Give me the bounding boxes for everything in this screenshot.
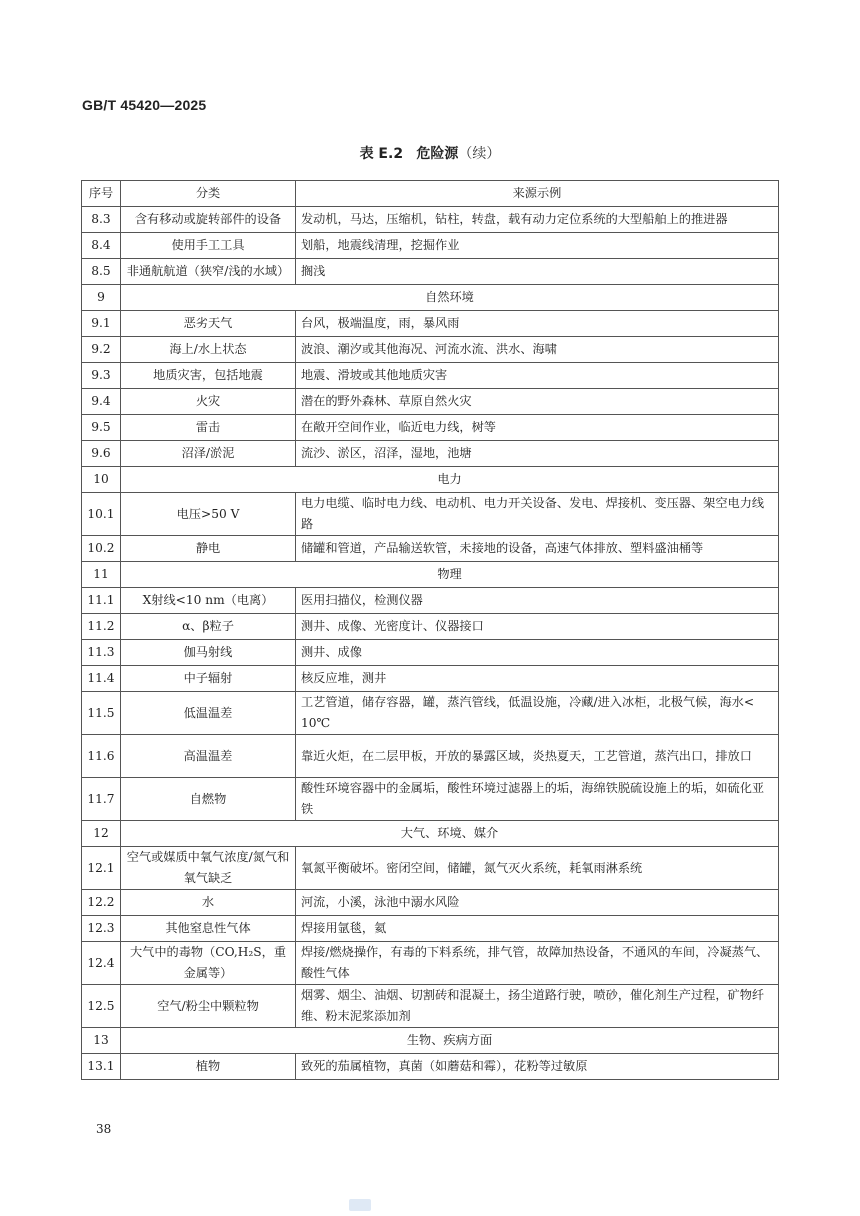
row-number: 11.2 xyxy=(82,614,121,640)
row-category: 空气/粉尘中颗粒物 xyxy=(121,985,296,1028)
row-source: 台风，极端温度，雨，暴风雨 xyxy=(296,311,779,337)
row-source: 在敞开空间作业，临近电力线，树等 xyxy=(296,415,779,441)
row-source: 测井、成像 xyxy=(296,640,779,666)
row-category: 地质灾害，包括地震 xyxy=(121,363,296,389)
row-source: 发动机，马达，压缩机，钻柱，转盘，载有动力定位系统的大型船舶上的推进器 xyxy=(296,207,779,233)
row-category: 火灾 xyxy=(121,389,296,415)
row-source: 焊接用氩毯，氦 xyxy=(296,916,779,942)
table-row xyxy=(82,735,779,778)
row-number: 11.1 xyxy=(82,588,121,614)
table-row xyxy=(82,233,779,259)
row-category: 恶劣天气 xyxy=(121,311,296,337)
row-number: 9.2 xyxy=(82,337,121,363)
row-number: 9.5 xyxy=(82,415,121,441)
row-number: 12.3 xyxy=(82,916,121,942)
row-category: 沼泽/淤泥 xyxy=(121,441,296,467)
row-category: 伽马射线 xyxy=(121,640,296,666)
section-title: 大气、环境、媒介 xyxy=(121,821,779,847)
table-row xyxy=(82,847,779,890)
section-row xyxy=(82,562,779,588)
row-category: 使用手工工具 xyxy=(121,233,296,259)
column-header-no: 序号 xyxy=(82,181,121,207)
row-category: 含有移动或旋转部件的设备 xyxy=(121,207,296,233)
row-source: 靠近火炬，在二层甲板，开放的暴露区域，炎热夏天，工艺管道，蒸汽出口，排放口 xyxy=(296,735,779,778)
row-source: 流沙、淤区，沼泽，湿地，池塘 xyxy=(296,441,779,467)
row-number: 8.5 xyxy=(82,259,121,285)
section-title: 生物、疾病方面 xyxy=(121,1028,779,1054)
table-header-row xyxy=(82,181,779,207)
row-source: 焊接/燃烧操作，有毒的下料系统，排气管，故障加热设备，不通风的车间，冷凝蒸气、酸性气体 xyxy=(296,942,779,985)
row-source: 核反应堆，测井 xyxy=(296,666,779,692)
row-source: 酸性环境容器中的金属垢，酸性环境过滤器上的垢，海绵铁脱硫设施上的垢，如硫化亚铁 xyxy=(296,778,779,821)
table-row xyxy=(82,415,779,441)
row-number: 9.4 xyxy=(82,389,121,415)
row-category: 大气中的毒物（CO,H₂S，重金属等） xyxy=(121,942,296,985)
table-row xyxy=(82,441,779,467)
section-title: 物理 xyxy=(121,562,779,588)
row-category: 静电 xyxy=(121,536,296,562)
row-category: 其他窒息性气体 xyxy=(121,916,296,942)
column-header-source: 来源示例 xyxy=(296,181,779,207)
table-row xyxy=(82,207,779,233)
section-row xyxy=(82,285,779,311)
row-number: 12.1 xyxy=(82,847,121,890)
row-number: 11.7 xyxy=(82,778,121,821)
table-caption xyxy=(0,143,860,163)
row-number: 12 xyxy=(82,821,121,847)
row-source: 储罐和管道，产品输送软管，未接地的设备，高速气体排放、塑料盛油桶等 xyxy=(296,536,779,562)
row-source: 测井、成像、光密度计、仪器接口 xyxy=(296,614,779,640)
table-row xyxy=(82,942,779,985)
row-category: 中子辐射 xyxy=(121,666,296,692)
row-number: 9.1 xyxy=(82,311,121,337)
row-category: 水 xyxy=(121,890,296,916)
row-category: 海上/水上状态 xyxy=(121,337,296,363)
row-number: 13 xyxy=(82,1028,121,1054)
row-number: 11.6 xyxy=(82,735,121,778)
row-source: 搁浅 xyxy=(296,259,779,285)
page-number: 38 xyxy=(96,1122,112,1136)
table-row xyxy=(82,692,779,735)
row-source: 氧氮平衡破坏。密闭空间，储罐，氮气灭火系统，耗氧雨淋系统 xyxy=(296,847,779,890)
row-source: 医用扫描仪，检测仪器 xyxy=(296,588,779,614)
table-row xyxy=(82,614,779,640)
table-row xyxy=(82,311,779,337)
row-number: 10.1 xyxy=(82,493,121,536)
hazard-table xyxy=(81,180,779,1080)
table-row xyxy=(82,337,779,363)
table-row xyxy=(82,389,779,415)
row-category: 低温温差 xyxy=(121,692,296,735)
row-number: 8.4 xyxy=(82,233,121,259)
table-row xyxy=(82,493,779,536)
row-source: 潜在的野外森林、草原自然火灾 xyxy=(296,389,779,415)
table-row xyxy=(82,588,779,614)
row-number: 9 xyxy=(82,285,121,311)
row-number: 12.2 xyxy=(82,890,121,916)
row-category: α、β粒子 xyxy=(121,614,296,640)
table-title: 危险源 xyxy=(416,146,459,162)
table-row xyxy=(82,640,779,666)
row-number: 11.4 xyxy=(82,666,121,692)
column-header-category: 分类 xyxy=(121,181,296,207)
row-number: 12.5 xyxy=(82,985,121,1028)
table-row xyxy=(82,536,779,562)
row-source: 烟雾、烟尘、油烟、切割砖和混凝土，扬尘道路行驶，喷砂，催化剂生产过程，矿物纤维、粉末泥浆添加剂 xyxy=(296,985,779,1028)
row-source: 致死的茄属植物，真菌（如蘑菇和霉），花粉等过敏原 xyxy=(296,1054,779,1080)
table-row xyxy=(82,363,779,389)
row-number: 10.2 xyxy=(82,536,121,562)
table-row xyxy=(82,1054,779,1080)
table-continued: （续） xyxy=(458,146,501,162)
row-number: 10 xyxy=(82,467,121,493)
row-number: 8.3 xyxy=(82,207,121,233)
row-source: 划船，地震线清理，挖掘作业 xyxy=(296,233,779,259)
row-number: 11.5 xyxy=(82,692,121,735)
row-source: 河流，小溪，泳池中溺水风险 xyxy=(296,890,779,916)
row-number: 11 xyxy=(82,562,121,588)
row-category: 空气或媒质中氧气浓度/氮气和氧气缺乏 xyxy=(121,847,296,890)
section-title: 自然环境 xyxy=(121,285,779,311)
table-row xyxy=(82,778,779,821)
row-number: 11.3 xyxy=(82,640,121,666)
table-row xyxy=(82,985,779,1028)
row-source: 电力电缆、临时电力线、电动机、电力开关设备、发电、焊接机、变压器、架空电力线路 xyxy=(296,493,779,536)
row-category: 非通航航道（狭窄/浅的水域） xyxy=(121,259,296,285)
table-row xyxy=(82,916,779,942)
row-number: 13.1 xyxy=(82,1054,121,1080)
row-source: 地震、滑坡或其他地质灾害 xyxy=(296,363,779,389)
table-row xyxy=(82,259,779,285)
row-category: 植物 xyxy=(121,1054,296,1080)
row-category: 自燃物 xyxy=(121,778,296,821)
row-number: 9.6 xyxy=(82,441,121,467)
row-category: 高温温差 xyxy=(121,735,296,778)
row-source: 波浪、潮汐或其他海况、河流水流、洪水、海啸 xyxy=(296,337,779,363)
standard-number: GB/T 45420—2025 xyxy=(82,97,207,113)
row-number: 12.4 xyxy=(82,942,121,985)
table-row xyxy=(82,890,779,916)
row-number: 9.3 xyxy=(82,363,121,389)
row-source: 工艺管道，储存容器，罐，蒸汽管线，低温设施，冷藏/进入冰柜，北极气候，海水< 10℃ xyxy=(296,692,779,735)
table-row xyxy=(82,666,779,692)
watermark-logo xyxy=(349,1199,371,1211)
table-label: 表 E.2 xyxy=(359,146,404,162)
section-title: 电力 xyxy=(121,467,779,493)
section-row xyxy=(82,1028,779,1054)
row-category: 雷击 xyxy=(121,415,296,441)
section-row xyxy=(82,821,779,847)
row-category: 电压>50 V xyxy=(121,493,296,536)
row-category: X射线<10 nm（电离） xyxy=(121,588,296,614)
section-row xyxy=(82,467,779,493)
